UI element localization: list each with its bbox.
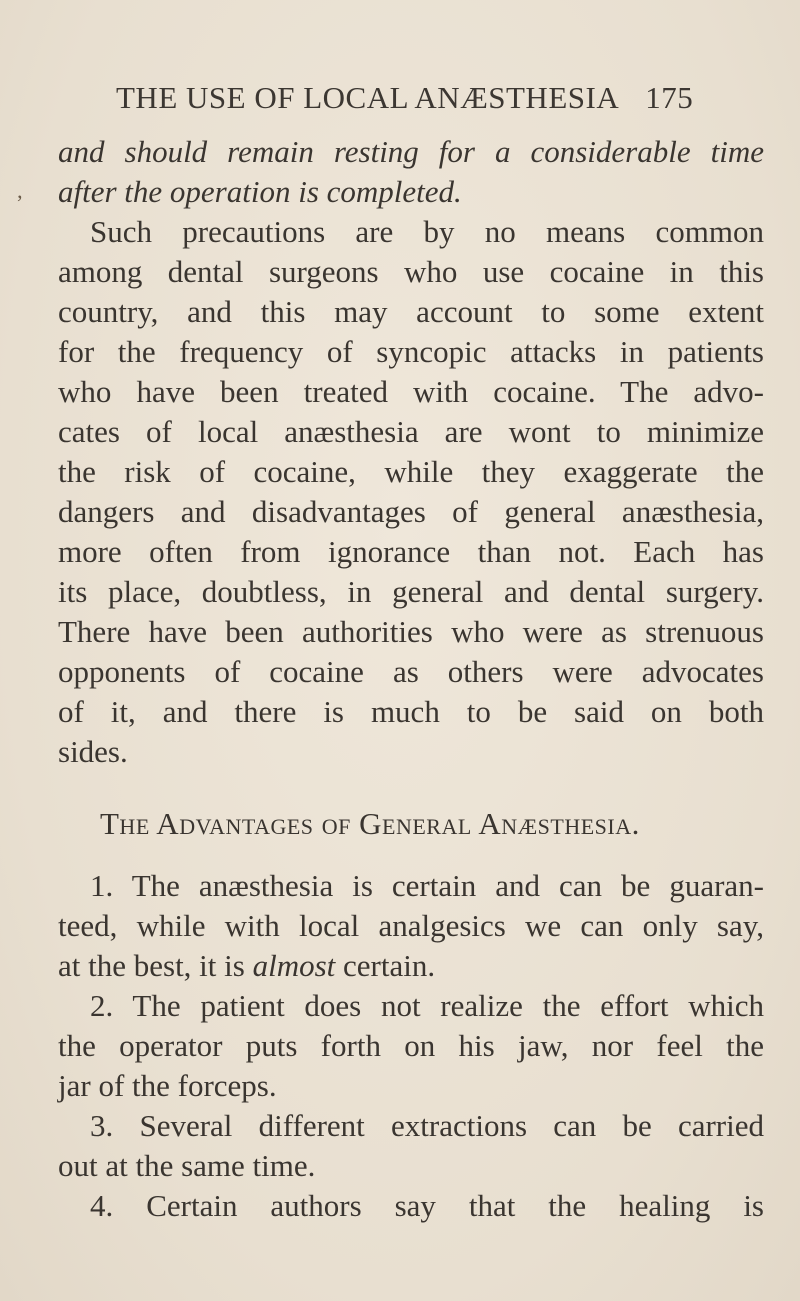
text-line: cates of local anæsthesia are wont to minimize xyxy=(58,414,764,449)
text-line: the risk of cocaine, while they exaggerate the xyxy=(58,454,764,489)
text-line: Such precautions are by no means common xyxy=(90,214,764,249)
section-heading: The Advantages of General Anæsthesia. xyxy=(100,806,640,841)
running-title: THE USE OF LOCAL ANÆSTHESIA xyxy=(116,80,620,115)
text-line: There have been authorities who were as strenuous xyxy=(58,614,764,649)
text-line: for the frequency of syncopic attacks in patients xyxy=(58,334,764,369)
margin-mark: ‚ xyxy=(16,178,24,203)
text-line: 3. Several different extractions can be carried xyxy=(90,1108,764,1143)
text-line: who have been treated with cocaine. The advo- xyxy=(58,374,764,409)
text-line: 2. The patient does not realize the effort which xyxy=(90,988,764,1023)
text-line: opponents of cocaine as others were advocates xyxy=(58,654,764,689)
text-line: jar of the forceps. xyxy=(58,1068,277,1103)
text-line: of it, and there is much to be said on both xyxy=(58,694,764,729)
text-line: dangers and disadvantages of general anæsthesia, xyxy=(58,494,764,529)
text-line: out at the same time. xyxy=(58,1148,316,1183)
running-header xyxy=(116,80,796,116)
text-run: certain. xyxy=(335,948,436,983)
text-run: at the best, it is xyxy=(58,948,253,983)
text-line: its place, doubtless, in general and dental surgery. xyxy=(58,574,764,609)
text-line xyxy=(58,946,764,986)
text-line: and should remain resting for a considerable time xyxy=(58,134,764,169)
text-line: after the operation is completed. xyxy=(58,174,462,209)
emphasis-text: almost xyxy=(252,948,336,983)
text-line: 1. The anæsthesia is certain and can be guaran- xyxy=(90,868,764,903)
text-line: more often from ignorance than not. Each has xyxy=(58,534,764,569)
text-line: country, and this may account to some extent xyxy=(58,294,764,329)
text-line: the operator puts forth on his jaw, nor feel the xyxy=(58,1028,764,1063)
text-line: sides. xyxy=(58,734,128,769)
text-line: teed, while with local analgesics we can only say, xyxy=(58,908,764,943)
text-line: among dental surgeons who use cocaine in this xyxy=(58,254,764,289)
page-number: 175 xyxy=(645,80,694,115)
text-line: 4. Certain authors say that the healing is xyxy=(90,1188,764,1223)
